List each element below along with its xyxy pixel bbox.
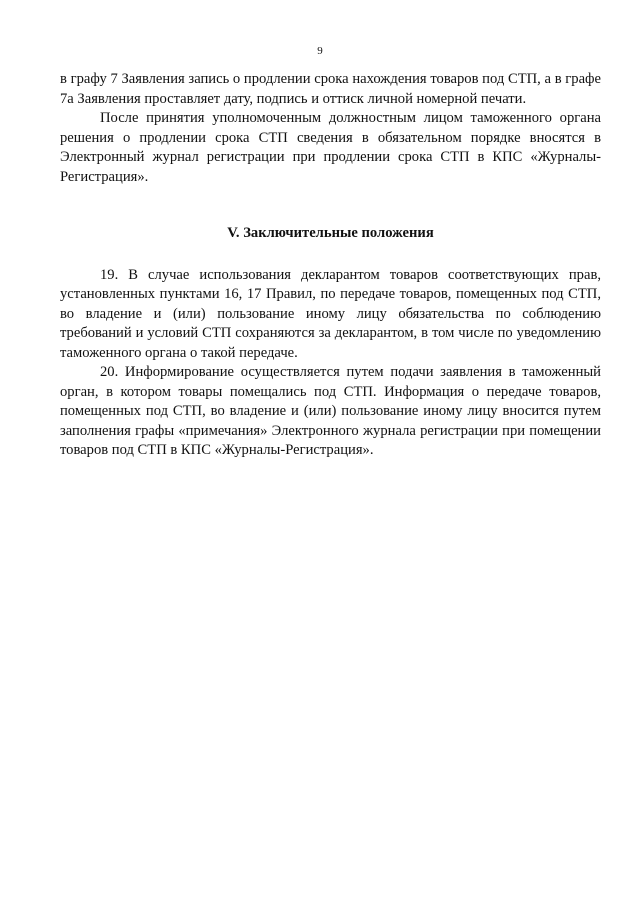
paragraph-continuation: в графу 7 Заявления запись о продлении срока нахождения товаров под СТП, а в графе 7а Заявления проставляет дату, подпись и оттиск личной номерной печати. (60, 71, 601, 107)
document-body (60, 70, 601, 461)
paragraph-20: 20. Информирование осуществляется путем подачи заявления в таможенный орган, в котором товары помещались под СТП. Информация о передаче товаров, помещенных под СТП, во владение и (или) пользование иному лицу вносится путем заполнения графы «примечания» Электронного журнала регистрации при помещении товаров под СТП в КПС «Журналы-Регистрация». (60, 364, 601, 458)
section-heading: V. Заключительные положения (227, 225, 434, 241)
page-number: 9 (317, 45, 323, 57)
paragraph-extension-registration: После принятия уполномоченным должностным лицом таможенного органа решения о продлении срока СТП сведения в обязательном порядке вносятся в Электронный журнал регистрации при продлении срока СТП в КПС «Журналы-Регистрация». (60, 110, 601, 185)
paragraph-19: 19. В случае использования декларантом товаров соответствующих прав, установленных пунктами 16, 17 Правил, по передаче товаров, помещенных под СТП, во владение и (или) пользование иному лицу обязательства по соблюдению требований и условий СТП сохраняются за декларантом, в том числе по уведомлению таможенного органа о такой передаче. (60, 266, 601, 361)
